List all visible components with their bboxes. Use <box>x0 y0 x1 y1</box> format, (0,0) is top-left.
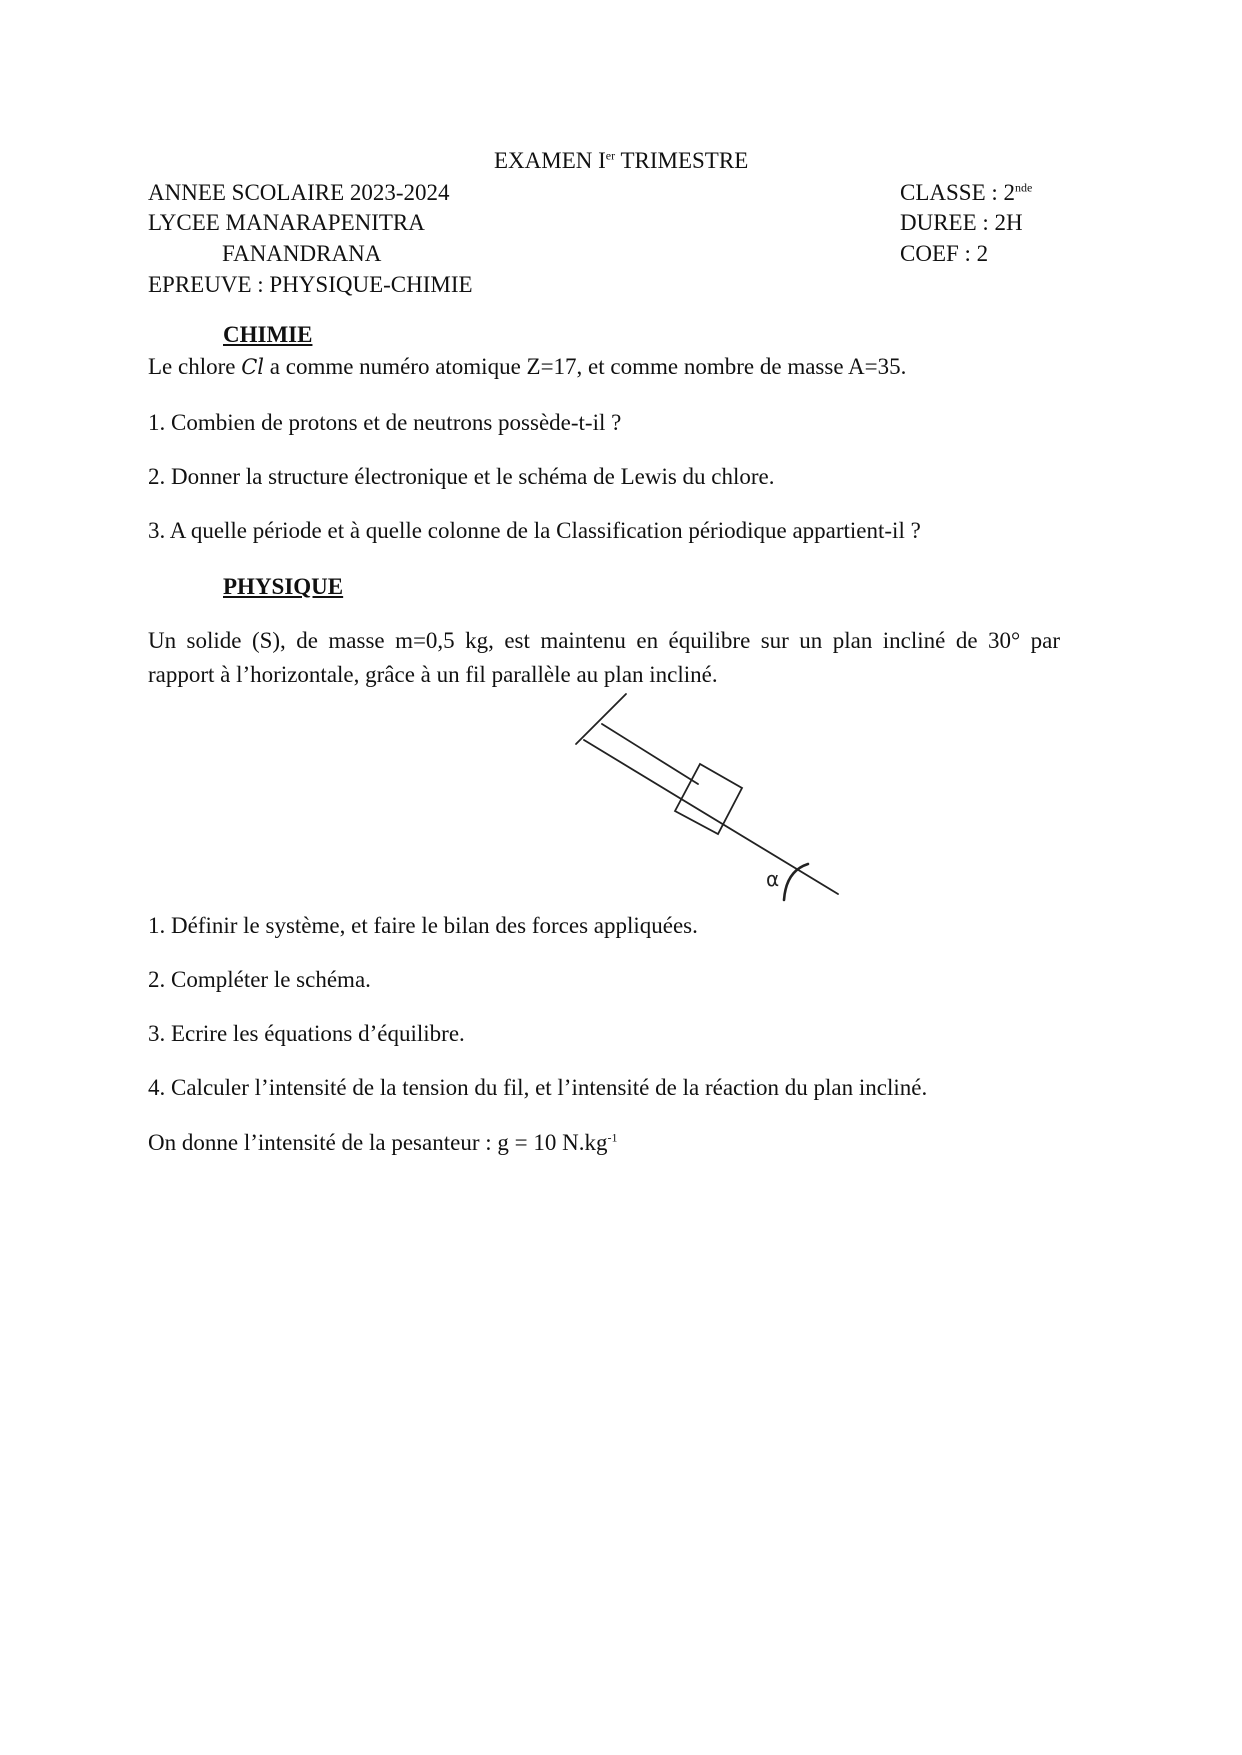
thread-line <box>602 724 698 784</box>
physique-question-3: 3. Ecrire les équations d’équilibre. <box>148 1021 465 1046</box>
angle-label: α <box>766 867 780 891</box>
solid-block <box>675 764 742 834</box>
duree: DUREE : 2H <box>900 210 1023 235</box>
exam-title <box>494 146 748 176</box>
support-line <box>576 694 626 744</box>
angle-arc <box>784 864 808 900</box>
exam-title-sup: er <box>605 148 616 163</box>
given-data <box>148 1128 617 1158</box>
annee-scolaire: ANNEE SCOLAIRE 2023-2024 <box>148 180 450 205</box>
chimie-question-3: 3. A quelle période et à quelle colonne de la Classification périodique appartient-il ? <box>148 518 921 543</box>
lycee-name: LYCEE MANARAPENITRA <box>148 210 425 235</box>
lycee-location: FANANDRANA <box>222 241 382 266</box>
epreuve: EPREUVE : PHYSIQUE-CHIMIE <box>148 272 473 297</box>
physique-title: PHYSIQUE <box>223 574 344 599</box>
exam-title-prefix: EXAMEN I <box>494 148 606 173</box>
classe-sup: nde <box>1015 180 1033 195</box>
coef: COEF : 2 <box>900 241 989 266</box>
classe <box>900 178 1032 208</box>
inclined-plane-diagram <box>560 688 850 908</box>
exam-title-suffix: TRIMESTRE <box>615 148 749 173</box>
physique-intro-line-1: Un solide (S), de masse m=0,5 kg, est maintenu en équilibre sur un plan incliné de 30° par <box>148 628 1060 653</box>
chlore-symbol: Cl <box>241 355 265 379</box>
physique-question-4: 4. Calculer l’intensité de la tension du fil, et l’intensité de la réaction du plan incliné. <box>148 1075 928 1100</box>
chimie-intro <box>148 352 906 382</box>
chimie-question-1: 1. Combien de protons et de neutrons possède-t-il ? <box>148 410 622 435</box>
chimie-intro-before: Le chlore <box>148 354 242 379</box>
given-data-text: On donne l’intensité de la pesanteur : g = 10 N.kg <box>148 1130 608 1155</box>
classe-prefix: CLASSE : 2 <box>900 180 1016 205</box>
chimie-intro-after: a comme numéro atomique Z=17, et comme nombre de masse A=35. <box>264 354 907 379</box>
inclined-plane-line <box>584 740 838 894</box>
chimie-question-2: 2. Donner la structure électronique et le schéma de Lewis du chlore. <box>148 464 775 489</box>
physique-question-2: 2. Compléter le schéma. <box>148 967 371 992</box>
given-data-sup: -1 <box>607 1130 618 1145</box>
physique-intro-line-2: rapport à l’horizontale, grâce à un fil parallèle au plan incliné. <box>148 662 718 687</box>
physique-question-1: 1. Définir le système, et faire le bilan des forces appliquées. <box>148 913 698 938</box>
chimie-title: CHIMIE <box>223 322 313 347</box>
